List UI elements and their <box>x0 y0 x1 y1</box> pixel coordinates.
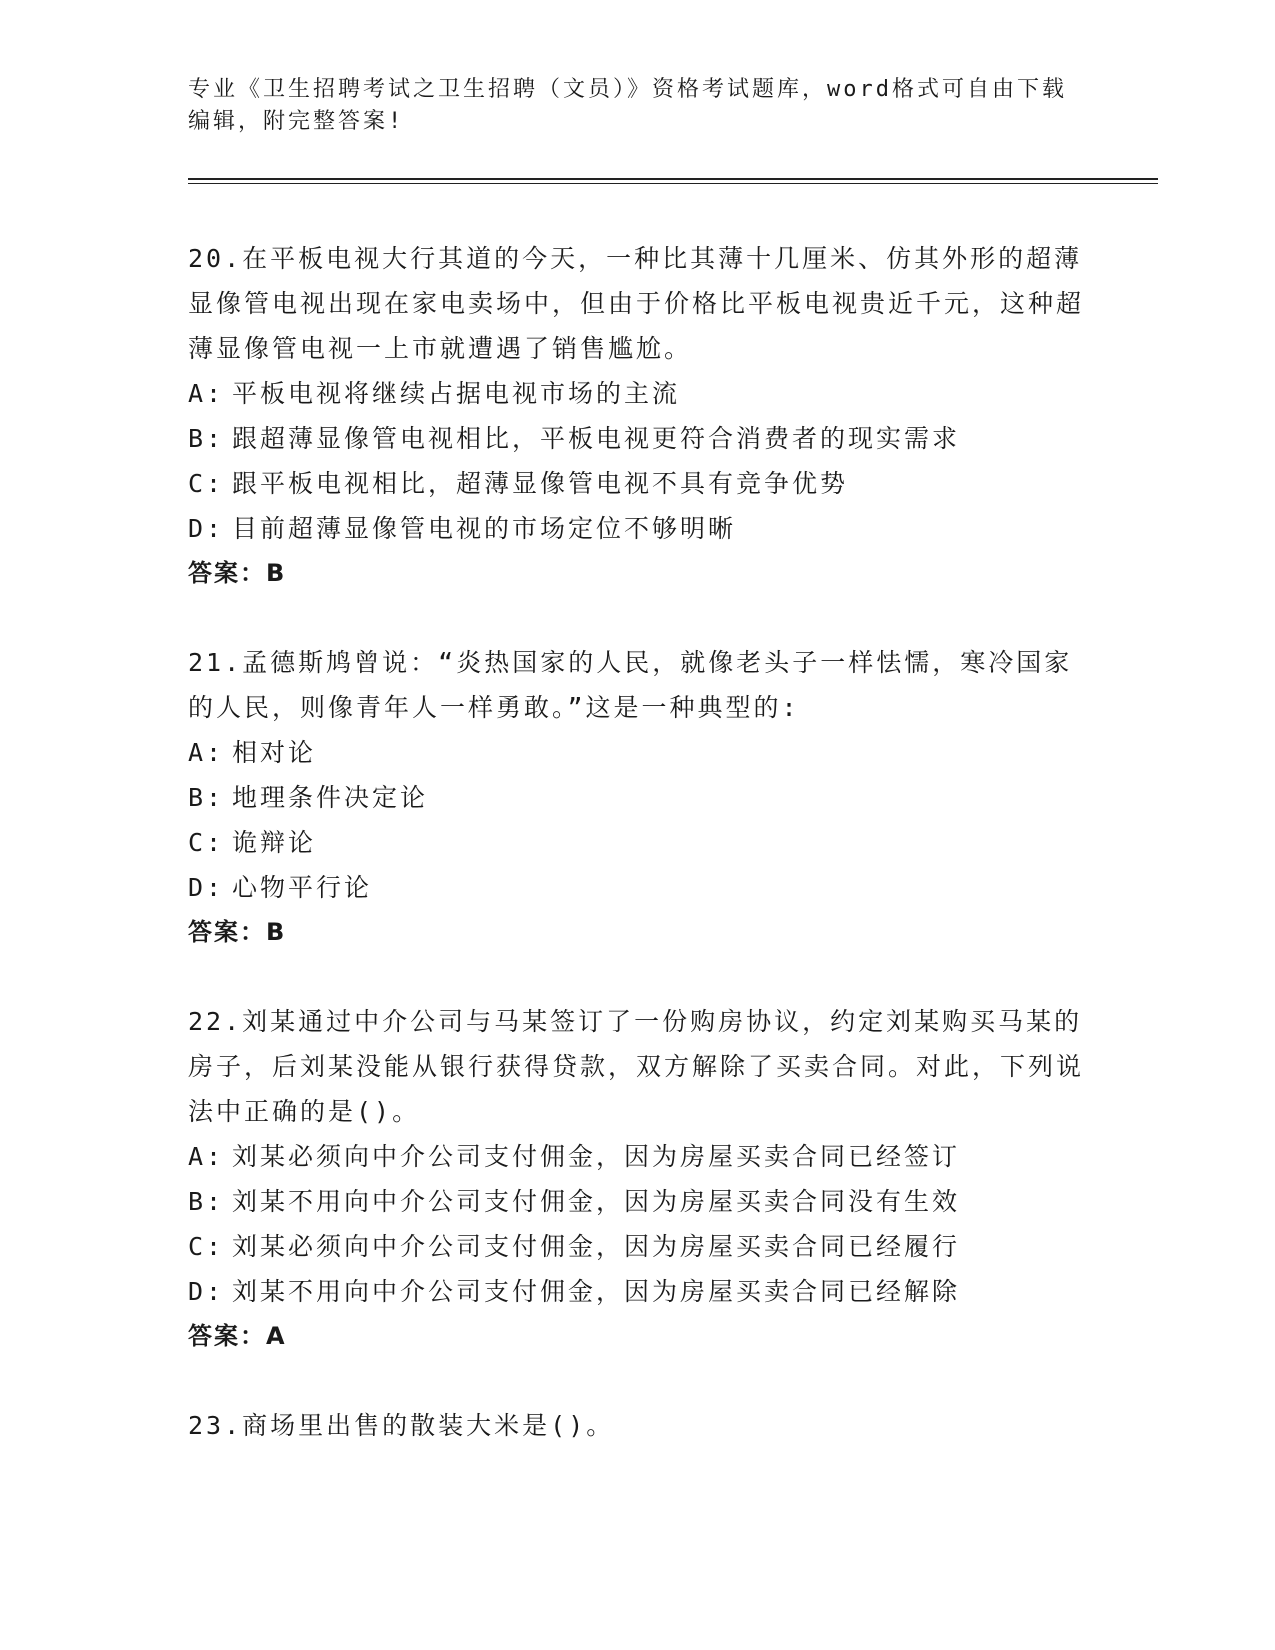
question-stem: 20.在平板电视大行其道的今天，一种比其薄十几厘米、仿其外形的超薄显像管电视出现在家电卖场中，但由于价格比平板电视贵近千元，这种超薄显像管电视一上市就遭遇了销售尴尬。 <box>188 244 1085 363</box>
question-stem: 22.刘某通过中介公司与马某签订了一份购房协议，约定刘某购买马某的房子，后刘某没能从银行获得贷款，双方解除了买卖合同。对此，下列说法中正确的是()。 <box>188 1007 1085 1126</box>
question-stem: 23.商场里出售的散装大米是()。 <box>188 1411 615 1440</box>
option-text: 心物平行论 <box>232 873 373 902</box>
answer-option <box>188 1269 1088 1314</box>
answer-option <box>188 865 1088 910</box>
question-block <box>188 640 1088 955</box>
option-text: 刘某必须向中介公司支付佣金，因为房屋买卖合同已经履行 <box>232 1232 961 1261</box>
answer-option <box>188 1224 1088 1269</box>
answer-option <box>188 730 1088 775</box>
option-letter: B: <box>188 1187 225 1216</box>
option-letter: C: <box>188 1232 225 1261</box>
option-letter: D: <box>188 1277 225 1306</box>
option-letter: B: <box>188 783 225 812</box>
option-letter: C: <box>188 469 225 498</box>
answer-option <box>188 1179 1088 1224</box>
option-text: 目前超薄显像管电视的市场定位不够明晰 <box>232 514 737 543</box>
option-letter: D: <box>188 873 225 902</box>
option-letter: B: <box>188 424 225 453</box>
answer-option <box>188 371 1088 416</box>
option-letter: A: <box>188 1142 225 1171</box>
option-text: 地理条件决定论 <box>232 783 429 812</box>
document-header: 专业《卫生招聘考试之卫生招聘（文员）》资格考试题库，word格式可自由下载编辑，附完整答案! <box>188 77 1067 134</box>
option-text: 刘某不用向中介公司支付佣金，因为房屋买卖合同已经解除 <box>232 1277 961 1306</box>
option-text: 刘某不用向中介公司支付佣金，因为房屋买卖合同没有生效 <box>232 1187 961 1216</box>
question-block <box>188 236 1088 596</box>
question-list <box>188 236 1088 1492</box>
option-text: 跟平板电视相比，超薄显像管电视不具有竞争优势 <box>232 469 849 498</box>
option-letter: D: <box>188 514 225 543</box>
answer-option <box>188 461 1088 506</box>
answer-key: 答案：B <box>188 918 287 946</box>
option-text: 相对论 <box>232 738 317 767</box>
option-text: 诡辩论 <box>232 828 317 857</box>
answer-option <box>188 506 1088 551</box>
answer-option <box>188 775 1088 820</box>
answer-key: 答案：B <box>188 559 287 587</box>
option-text: 平板电视将继续占据电视市场的主流 <box>232 379 681 408</box>
question-block <box>188 999 1088 1359</box>
answer-option <box>188 820 1088 865</box>
option-letter: A: <box>188 738 225 767</box>
question-block <box>188 1403 1088 1448</box>
answer-option <box>188 416 1088 461</box>
header-divider <box>188 178 1158 180</box>
answer-option <box>188 1134 1088 1179</box>
option-text: 刘某必须向中介公司支付佣金，因为房屋买卖合同已经签订 <box>232 1142 961 1171</box>
option-text: 跟超薄显像管电视相比，平板电视更符合消费者的现实需求 <box>232 424 961 453</box>
option-letter: A: <box>188 379 225 408</box>
question-stem: 21.孟德斯鸠曾说：“炎热国家的人民，就像老头子一样怯懦，寒冷国家的人民，则像青年人一样勇敢。”这是一种典型的: <box>188 648 1073 722</box>
header-divider-thin <box>188 183 1158 184</box>
option-letter: C: <box>188 828 225 857</box>
answer-key: 答案：A <box>188 1322 287 1350</box>
